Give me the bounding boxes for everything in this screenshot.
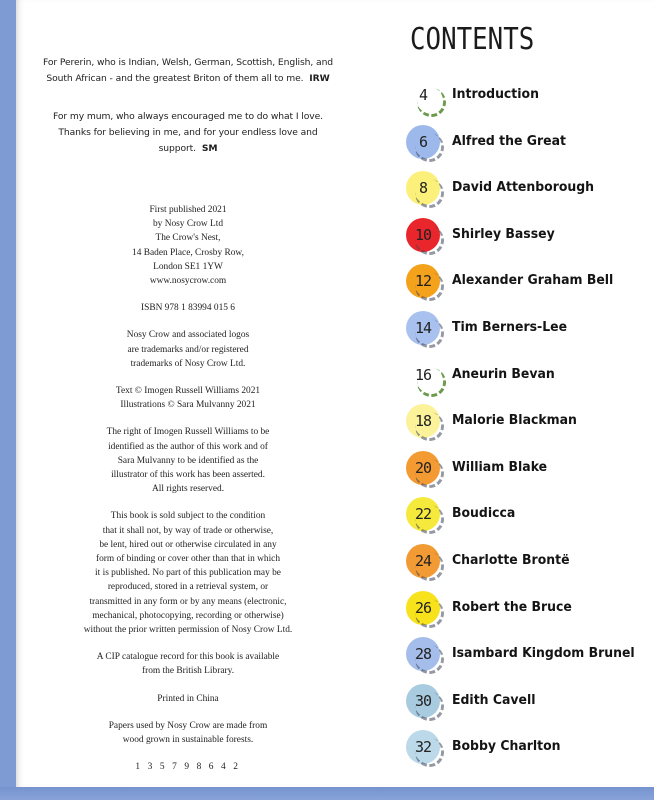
contents-entry (400, 216, 640, 263)
entry-name: Charlotte Brontë (452, 552, 570, 568)
contents-entry (400, 542, 640, 589)
contents-entry (400, 728, 640, 775)
dedication-text: For my mum, who always encouraged me to do what I love. Thanks for believing in me, and for your endless love and support. (53, 111, 323, 154)
page-number: 10 (414, 225, 432, 244)
page-number: 16 (414, 365, 432, 384)
page-number: 4 (418, 86, 428, 104)
page-number: 18 (414, 412, 432, 431)
credits: Text © Imogen Russell Williams 2021 Illustrations © Sara Mulvanny 2021 (115, 386, 261, 411)
contents-entry (400, 495, 640, 542)
entry-name: Robert the Bruce (452, 599, 572, 615)
entry-name: Tim Berners-Lee (452, 319, 568, 335)
entry-name: Shirley Bassey (452, 226, 555, 242)
paper-notice: Papers used by Nosy Crow are made from wood grown in sustainable forests. (108, 720, 268, 746)
contents-entry (400, 76, 640, 123)
dedication (40, 55, 336, 87)
contents-entry (400, 169, 640, 216)
dedication (40, 109, 336, 157)
page-number: 12 (414, 272, 432, 291)
page-number: 20 (414, 458, 432, 477)
page-number: 32 (414, 738, 432, 757)
page-number: 26 (414, 598, 432, 617)
contents-entry (400, 589, 640, 636)
sale-conditions: This book is sold subject to the condition that it shall not, by way of trade or otherwise, be lent, hired out or otherwise circulated in any form of binding or cover other than that in which it is published. No part of this publication may be reproduced, stored in a retrieval system, or transmitted in any form or by any means (electronic, mechanical, photocopying, recording or otherwise) without the prior written permission of Nosy Crow Ltd. (83, 511, 293, 636)
contents-entry (400, 123, 640, 170)
page-number: 30 (414, 691, 432, 710)
dedication-text: For Pererin, who is Indian, Welsh, German, Scottish, English, and South African - and the greatest Briton of them all to me. (42, 57, 334, 84)
contents-entry (400, 309, 640, 356)
page-edge (0, 787, 654, 800)
entry-name: Alfred the Great (452, 133, 566, 149)
publisher-info: First published 2021 by Nosy Crow Ltd The Crow's Nest, 14 Baden Place, Crosby Row, London SE1 1YW www.nosycrow.com (132, 205, 244, 287)
page-number: 8 (418, 179, 428, 198)
dedication-initials: SM (201, 143, 218, 154)
printed-in: Printed in China (157, 693, 219, 704)
entry-name: Aneurin Bevan (452, 366, 555, 382)
contents-entry (400, 402, 640, 449)
entry-name: Malorie Blackman (452, 413, 577, 429)
contents-entry (400, 356, 640, 403)
page-number: 6 (418, 132, 428, 151)
dedication-initials: IRW (309, 73, 330, 84)
entry-name: Isambard Kingdom Brunel (452, 646, 635, 662)
contents-entry (400, 635, 640, 682)
entry-name: Bobby Charlton (452, 739, 561, 755)
contents-list (400, 76, 640, 775)
contents-entry (400, 262, 640, 309)
entry-name: Introduction (452, 87, 539, 102)
cip-record: A CIP catalogue record for this book is available from the British Library. (96, 652, 280, 677)
contents-entry (400, 449, 640, 496)
imprint-block (40, 203, 336, 775)
isbn: ISBN 978 1 83994 015 6 (140, 303, 235, 314)
page-number: 22 (414, 505, 432, 524)
rights-notice: The right of Imogen Russell Williams to be identified as the author of this work and of Sara Mulvanny to be identified as the illustrator of this work has been asserted. All rights reserved. (106, 427, 270, 495)
entry-name: Edith Cavell (452, 692, 536, 708)
page-number: 14 (414, 318, 432, 337)
page-number: 28 (414, 645, 432, 664)
trademark-notice: Nosy Crow and associated logos are trademarks and/or registered trademarks of Nosy Crow Ltd. (126, 330, 250, 369)
print-run: 1 3 5 7 9 8 6 4 2 (135, 762, 241, 773)
entry-name: Alexander Graham Bell (452, 273, 614, 289)
copyright-column (40, 55, 336, 788)
contents-title: CONTENTS (410, 22, 535, 57)
page-number: 24 (414, 551, 432, 570)
entry-name: Boudicca (452, 506, 516, 522)
contents-entry (400, 682, 640, 729)
entry-name: William Blake (452, 459, 548, 475)
entry-name: David Attenborough (452, 180, 595, 196)
